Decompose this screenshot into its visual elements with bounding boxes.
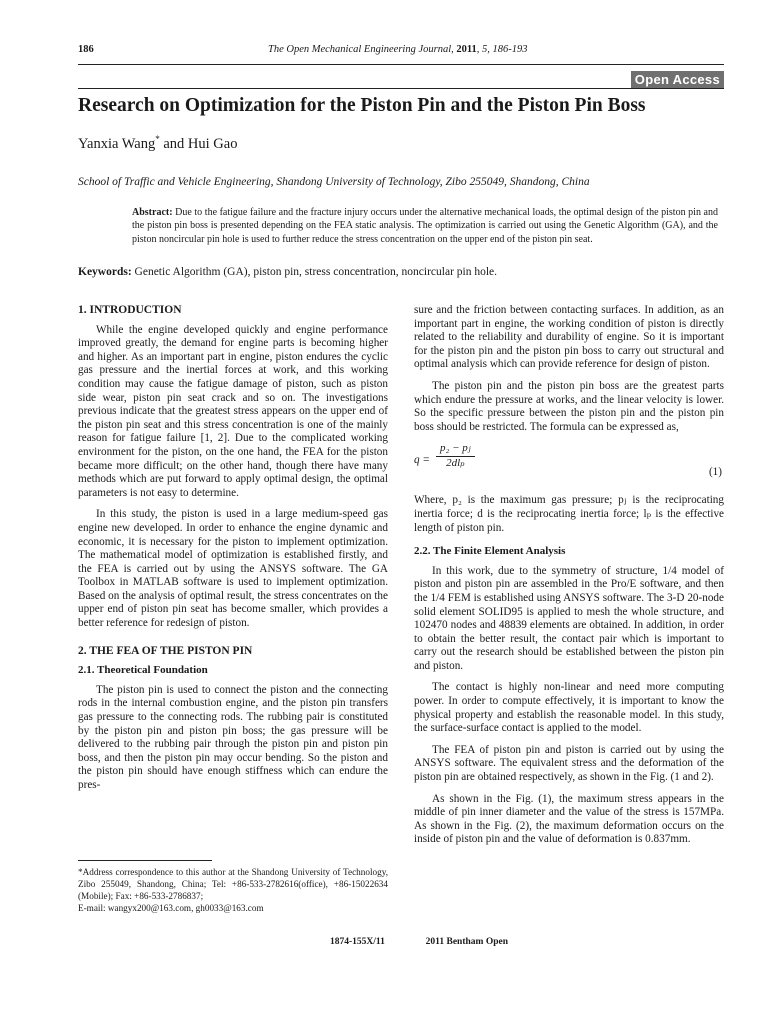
equation-lhs: q = (414, 454, 430, 467)
journal-name: The Open Mechanical Engineering Journal, (268, 44, 454, 55)
keywords (78, 266, 728, 278)
fea-paragraph-1: In this work, due to the symmetry of structure, 1/4 model of piston and piston pin are assembled in the Pro/E software, and then the 1/4 FEM is established using ANSYS software. The 3-D 20-node solid element SOLID95 is applied to mesh the whole structure, and 102470 nodes and 48839 elements are obtained. In addition, in order to obtain the better result, the contact pair which is important to carry out the research should be established between the piston pin and piston. (414, 564, 724, 672)
equation-denominator: 2dlₚ (446, 456, 465, 469)
keywords-label: Keywords: (78, 266, 132, 278)
affiliation: School of Traffic and Vehicle Engineering, Shandong University of Technology, Zibo 255049, Shandong, China (78, 176, 590, 188)
fea-paragraph-2: The contact is highly non-linear and need more computing power. In order to compute effectively, it is important to know the physical property and establish the reasonable model. In this study, the surface-surface contact is applied to the model. (414, 681, 724, 735)
page-footer (330, 937, 508, 947)
author-rest: and Hui Gao (159, 135, 238, 152)
equation-numerator: p₂ − pⱼ (436, 442, 475, 457)
abstract-label: Abstract: (132, 207, 173, 218)
journal-volume-pages: , 5, 186-193 (476, 44, 528, 55)
footnote-address: *Address correspondence to this author at the Shandong University of Technology, Zibo 255049, Shandong, China; Tel: +86-533-2782616(office), +86-15022634 (Mobile); Fax: +86-533-2786837; (78, 867, 388, 901)
publisher-line: 2011 Bentham Open (425, 937, 508, 947)
abstract (132, 206, 718, 246)
abstract-text: Due to the fatigue failure and the fracture injury occurs under the alternative mechanical loads, the optimal design of the piston pin and the piston pin boss is presented depending on the FEA static analysis. The optimization is carried out using the Genetic Algorithm (GA), and the piston noncircular pin hole is used to further reduce the stress concentration on the upper end of the piston pin seat. (132, 207, 718, 245)
journal-year: 2011 (456, 44, 477, 55)
author-first: Yanxia Wang (78, 135, 156, 152)
footnote-rule (78, 860, 212, 861)
page-number: 186 (78, 44, 94, 55)
section-heading-introduction: 1. INTRODUCTION (78, 304, 182, 316)
author-list (78, 134, 237, 153)
continued-paragraph: sure and the friction between contacting surfaces. In addition, as an important part in engine, the working condition of piston is directly related to the reliability and durability of engine. So it is important for the piston pin and the piston pin boss to carry out structural and optimal analysis which can provide reference for design of piston. (414, 304, 724, 371)
equation-fraction (436, 442, 475, 470)
where-paragraph: Where, p₂ is the maximum gas pressure; pⱼ is the reciprocating inertia force; d is the reciprocating inertia force; lₚ is the effective length of piston pin. (414, 494, 724, 534)
right-column (414, 304, 724, 855)
keywords-text: Genetic Algorithm (GA), piston pin, stress concentration, noncircular pin hole. (131, 266, 498, 278)
intro-paragraph-1: While the engine developed quickly and engine performance improved greatly, the demand for engine parts is becoming higher and higher. As an important part in engine, piston endures the cyclic gas pressure and the inertial forces at work, and this working condition may cause the fatigue damage of piston, such as piston side wear, piston pin seat crack and so on. The investigations previous indicate that the greatest stress appears on the upper end of the piston pin seat and this stress concentration is one of the mainly reason for fatigue failure [1, 2]. Due to the complicated working environment for the piston, on the one hand, the FEA for the piston became more difficult; on the other hand, though there have many methods which are put forward to apply optimal design, the optimal parameters is not easy to determine. (78, 323, 388, 499)
theory-paragraph: The piston pin is used to connect the piston and the connecting rods in the internal combustion engine, and the piston pin transfers gas pressure to the connecting rods. The rubbing pair is constituted by the piston pin and piston pin boss; the gas pressure will be delivered to the rubbing pair through the piston pin and piston pin boss, and then the piston pin may occur bending. So the piston and the piston pin should have enough stiffness which can endure the pres- (78, 683, 388, 791)
issn: 1874-155X/11 (330, 937, 385, 947)
corresponding-mark: * (155, 134, 160, 144)
fea-paragraph-3: The FEA of piston pin and piston is carried out by using the ANSYS software. The equivalent stress and the deformation of the piston pin are obtained respectively, as shown in the Fig. (1 and 2). (414, 743, 724, 784)
fea-paragraph-4: As shown in the Fig. (1), the maximum stress appears in the middle of pin inner diameter and the value of the stress is 157MPa. As shown in the Fig. (2), the maximum deformation occurs on the inside of piston pin and the value of deformation is 0.837mm. (414, 792, 724, 846)
left-column (78, 304, 388, 801)
equation-1 (414, 442, 724, 488)
title-rule (78, 88, 724, 89)
section-heading-fea: 2. THE FEA OF THE PISTON PIN (78, 644, 253, 657)
footnote-email: E-mail: wangyx200@163.com, gh0033@163.com (78, 903, 264, 913)
subsection-heading-fea: 2.2. The Finite Element Analysis (414, 545, 566, 558)
correspondence-footnote (78, 866, 388, 914)
equation-number: (1) (708, 466, 722, 479)
header-rule (78, 64, 724, 65)
open-access-badge: Open Access (631, 71, 724, 88)
subsection-heading-theoretical: 2.1. Theoretical Foundation (78, 664, 208, 677)
pressure-paragraph: The piston pin and the piston pin boss are the greatest parts which endure the pressure at works, and the linear velocity is lower. So the specific pressure between the piston pin and the piston pin boss should be restricted. The formula can be expressed as, (414, 379, 724, 433)
journal-citation (268, 44, 528, 55)
intro-paragraph-2: In this study, the piston is used in a large medium-speed gas engine new developed. In order to enhance the engine dynamic and economic, it is necessary for the piston to implement optimization. The mathematical model of optimization is established firstly, and the FEA is carried out by using the ANSYS software. The GA Toolbox in MATLAB software is used to implement optimization. Based on the analysis of optimal result, the stress concentrates on the upper end of piston pin seat has become smaller, which provides a better reference for redesign of piston. (78, 508, 388, 630)
paper-title: Research on Optimization for the Piston Pin and the Piston Pin Boss (78, 95, 646, 116)
